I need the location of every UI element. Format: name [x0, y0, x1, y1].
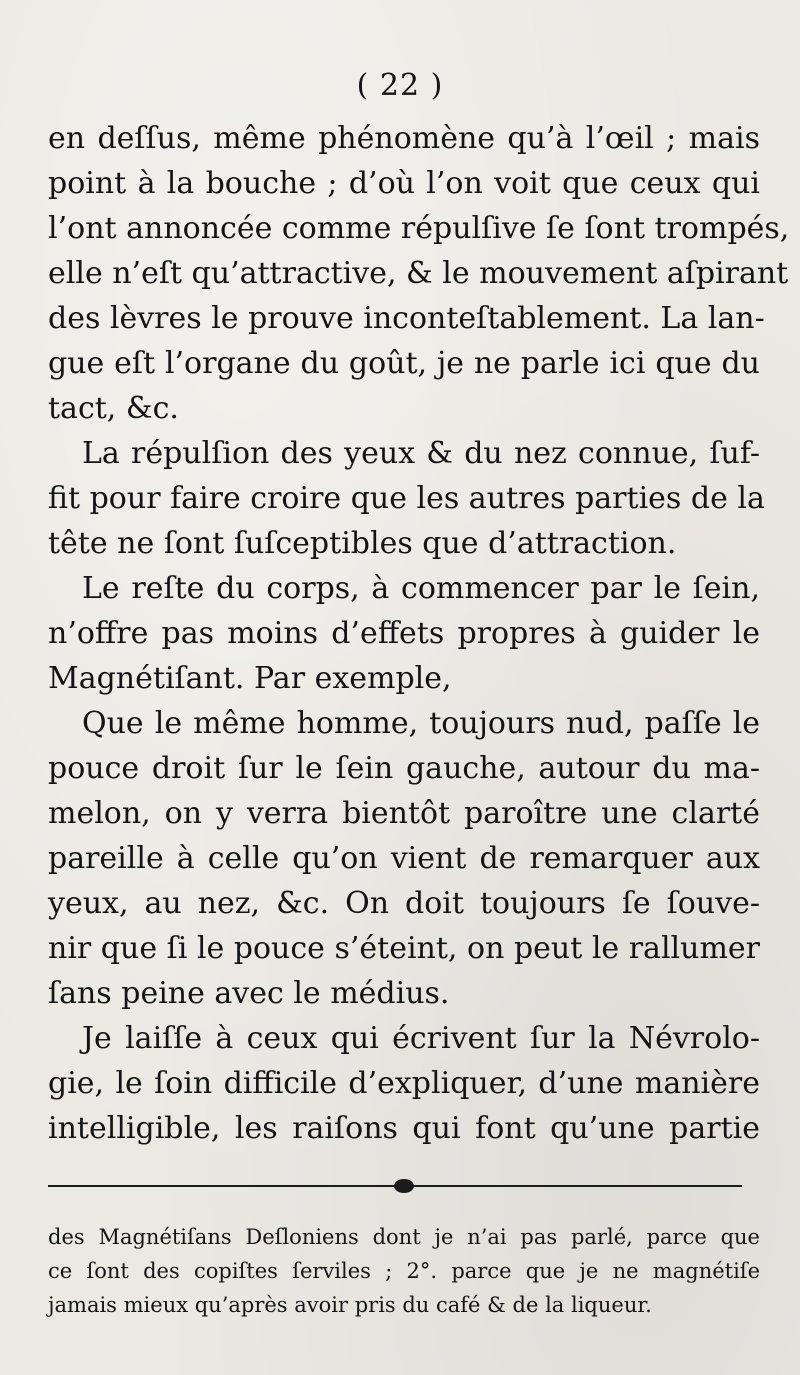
- text-line: elle n’eſt qu’attractive, & le mouvement aſpirant: [48, 256, 789, 291]
- text-line: Je laiſſe à ceux qui écrivent ſur la Névrolo-: [82, 1021, 760, 1056]
- text-line: gie, le ſoin difficile d’expliquer, d’une manière: [48, 1066, 760, 1101]
- text-line: Que le même homme, toujours nud, paſſe le: [82, 706, 760, 741]
- text-line: melon, on y verra bientôt paroître une clarté: [48, 796, 760, 831]
- footnote-line: ce ſont des copiſtes ſerviles ; 2°. parce que je ne magnétiſe: [48, 1259, 760, 1283]
- main-text: [48, 116, 790, 1151]
- text-line: pouce droit ſur le ſein gauche, autour du ma-: [48, 751, 760, 786]
- page-number: ( 22 ): [356, 68, 444, 103]
- text-line: Magnétiſant. Par exemple,: [48, 661, 452, 696]
- text-line: nir que ſi le pouce s’éteint, on peut le rallumer: [48, 931, 760, 966]
- text-line: tact, &c.: [48, 391, 179, 426]
- text-line: yeux, au nez, &c. On doit toujours ſe ſouve-: [48, 886, 760, 921]
- footnote: [48, 1220, 760, 1322]
- text-line: en deſſus, même phénomène qu’à l’œil ; mais: [48, 121, 760, 156]
- text-line: gue eſt l’organe du goût, je ne parle ici que du: [48, 346, 760, 381]
- divider-ornament: [394, 1179, 414, 1193]
- text-line: l’ont annoncée comme répulſive ſe ſont trompés,: [48, 211, 790, 246]
- footnote-line: jamais mieux qu’après avoir pris du café & de la liqueur.: [48, 1293, 652, 1317]
- footnote-line: des Magnétiſans Deſloniens dont je n’ai pas parlé, parce que: [48, 1225, 760, 1249]
- text-line: des lèvres le prouve inconteſtablement. La lan-: [48, 301, 765, 336]
- text-line: intelligible, les raiſons qui font qu’une partie: [48, 1111, 760, 1146]
- text-line: Le reſte du corps, à commencer par le ſein,: [82, 571, 760, 606]
- text-line: La répulſion des yeux & du nez connue, ſuf-: [82, 436, 760, 471]
- text-line: tête ne ſont ſuſceptibles que d’attraction.: [48, 526, 677, 561]
- text-line: pareille à celle qu’on vient de remarquer aux: [48, 841, 760, 876]
- text-line: n’offre pas moins d’effets propres à guider le: [48, 616, 760, 651]
- text-line: fit pour faire croire que les autres parties de la: [48, 481, 765, 516]
- text-line: ſans peine avec le médius.: [48, 976, 450, 1011]
- text-line: point à la bouche ; d’où l’on voit que ceux qui: [48, 166, 760, 201]
